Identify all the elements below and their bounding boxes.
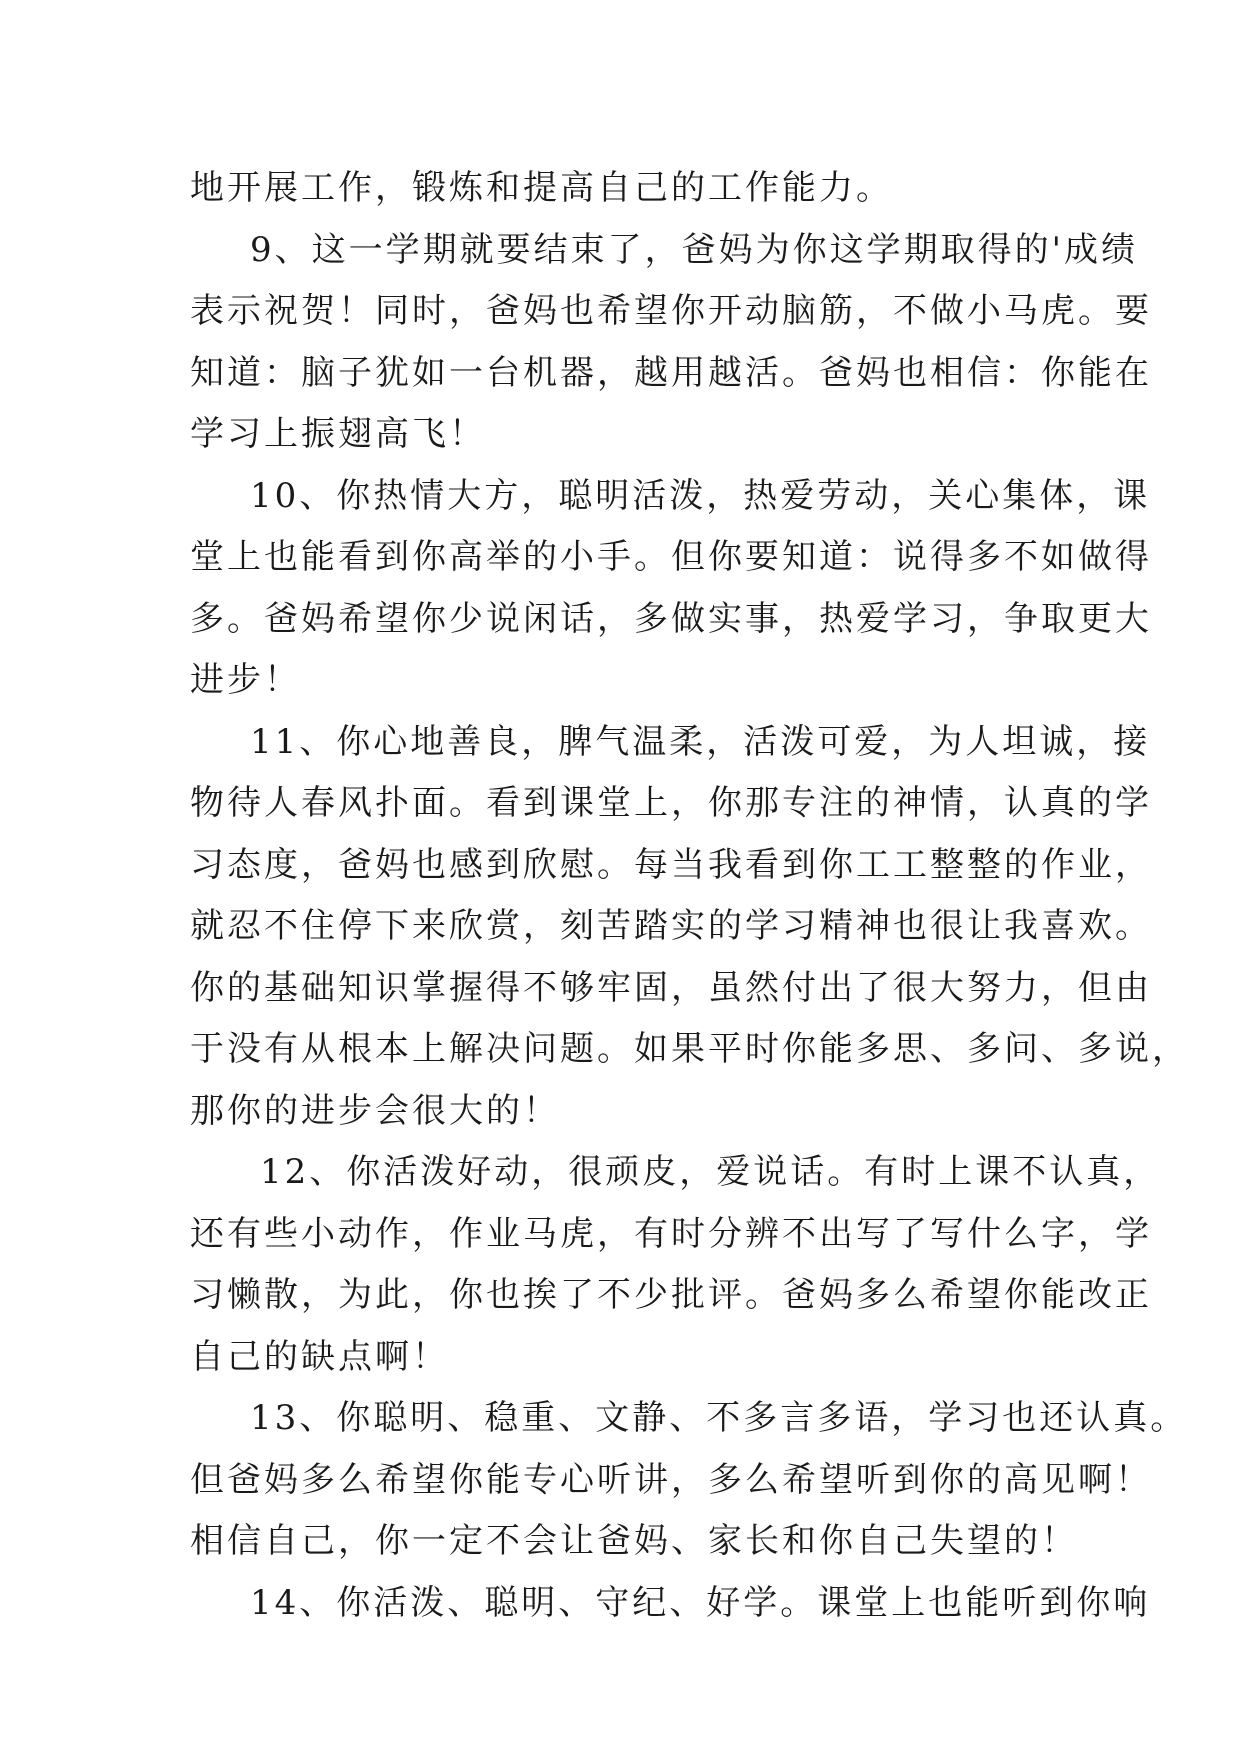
text-line: 还有些小动作，作业马虎，有时分辨不出写了写什么字，学	[190, 1213, 1152, 1254]
text-line: 地开展工作，锻炼和提高自己的工作能力。	[190, 168, 893, 208]
text-line: 14、你活泼、聪明、守纪、好学。课堂上也能听到你响	[250, 1582, 1151, 1623]
text-line: 堂上也能看到你高举的小手。但你要知道：说得多不如做得	[190, 537, 1152, 577]
text-line: 11、你心地善良，脾气温柔，活泼可爱，为人坦诚，接	[250, 721, 1151, 762]
text-line: 那你的进步会很大的！	[190, 1090, 560, 1131]
text-line: 习态度，爸妈也感到欣慰。每当我看到你工工整整的作业，	[190, 844, 1152, 885]
text-line: 习懒散，为此，你也挨了不少批评。爸妈多么希望你能改正	[190, 1275, 1152, 1315]
text-line: 知道：脑子犹如一台机器，越用越活。爸妈也相信：你能在	[190, 352, 1152, 393]
text-line: 相信自己，你一定不会让爸妈、家长和你自己失望的！	[190, 1521, 1078, 1561]
text-line: 9、这一学期就要结束了，爸妈为你这学期取得的'成绩	[250, 229, 1138, 270]
document-body	[190, 158, 1189, 1634]
text-line: 进步！	[190, 660, 301, 700]
text-line: 13、你聪明、稳重、文静、不多言多语，学习也还认真。	[250, 1398, 1188, 1438]
text-line: 你的基础知识掌握得不够牢固，虽然付出了很大努力，但由	[190, 967, 1152, 1008]
text-line: 于没有从根本上解决问题。如果平时你能多思、多问、多说，	[190, 1029, 1189, 1069]
text-line: 多。爸妈希望你少说闲话，多做实事，热爱学习，争取更大	[190, 598, 1152, 639]
text-line: 物待人春风扑面。看到课堂上，你那专注的神情，认真的学	[190, 783, 1152, 823]
text-line: 学习上振翅高飞！	[190, 414, 486, 454]
text-line: 自己的缺点啊！	[190, 1336, 449, 1377]
text-line: 但爸妈多么希望你能专心听讲，多么希望听到你的高见啊！	[190, 1459, 1152, 1500]
text-line: 12、你活泼好动，很顽皮，爱说话。有时上课不认真，	[260, 1152, 1161, 1192]
text-line: 表示祝贺！同时，爸妈也希望你开动脑筋，不做小马虎。要	[190, 291, 1152, 331]
text-line: 10、你热情大方，聪明活泼，热爱劳动，关心集体，课	[250, 475, 1151, 516]
text-line: 就忍不住停下来欣赏，刻苦踏实的学习精神也很让我喜欢。	[190, 906, 1152, 946]
